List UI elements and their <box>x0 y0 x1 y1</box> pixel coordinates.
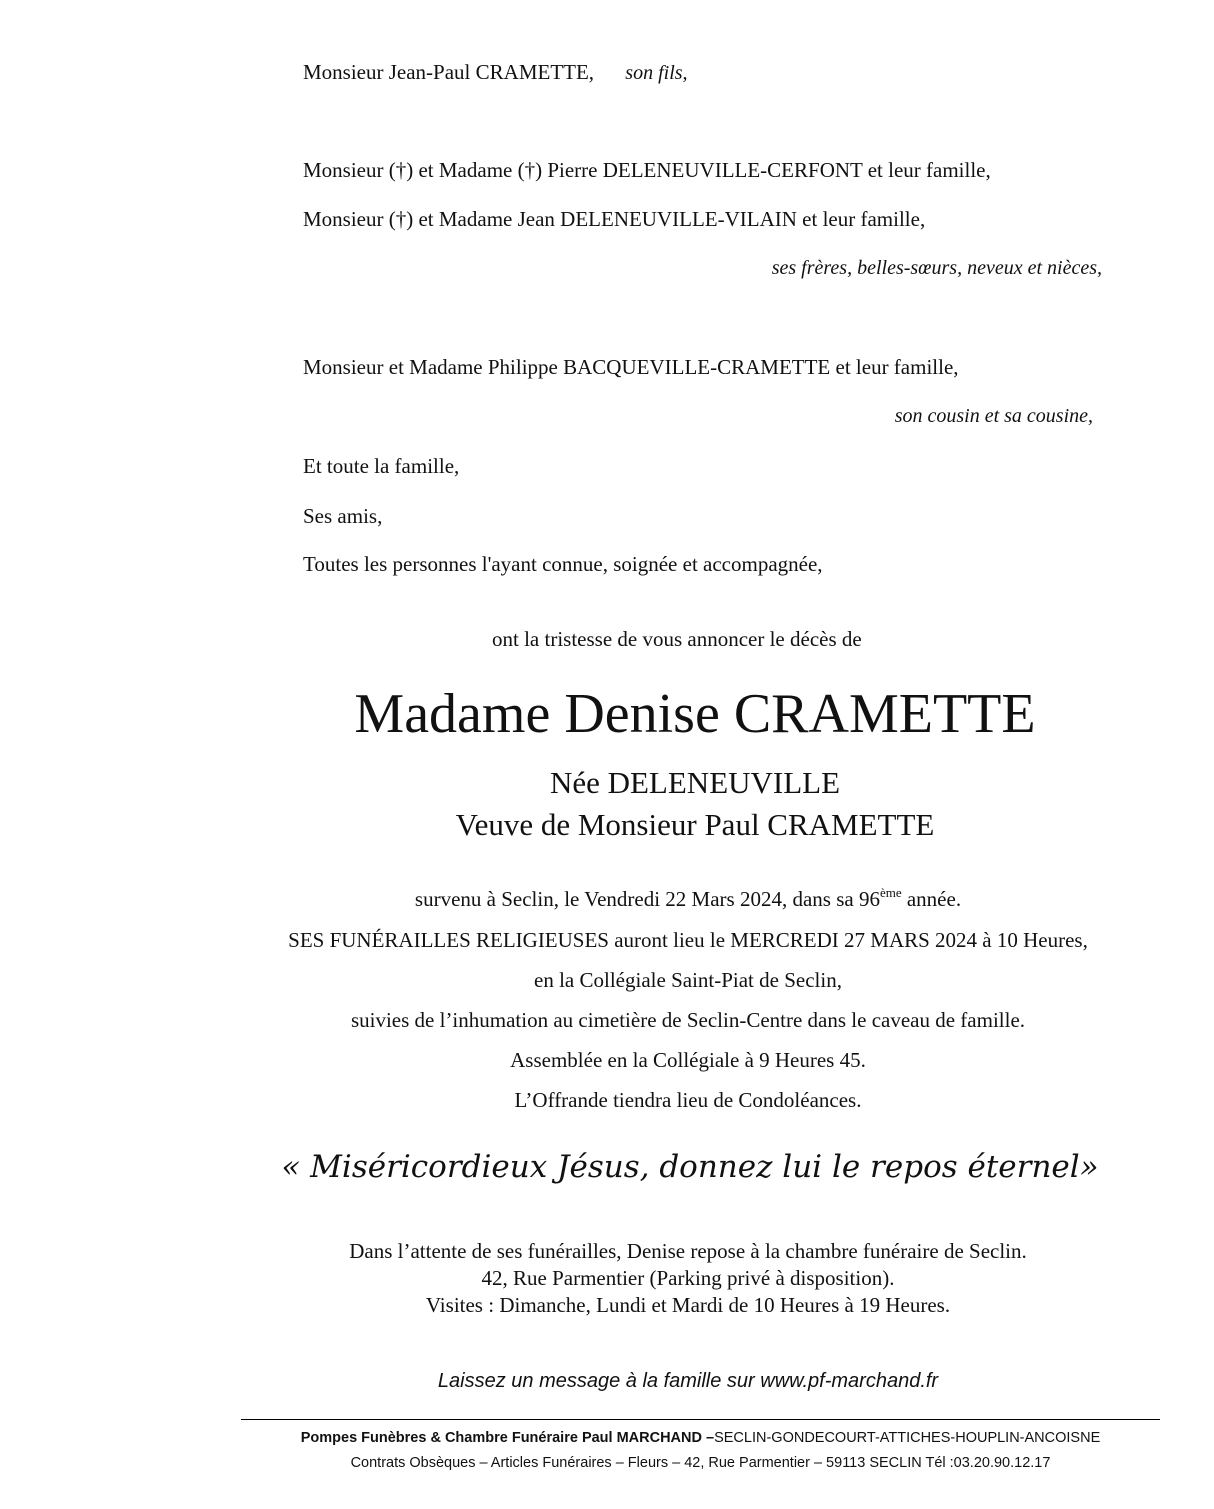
footer-company-name: Pompes Funèbres & Chambre Funéraire Paul MARCHAND – <box>300 1430 715 1446</box>
footer-divider <box>241 1419 1160 1420</box>
son-name: Monsieur Jean-Paul CRAMETTE, <box>303 60 595 84</box>
funeral-place: en la Collégiale Saint-Piat de Seclin, <box>534 968 842 992</box>
visitation-line-1: Dans l’attente de ses funérailles, Denise repose à la chambre funéraire de Seclin. <box>349 1239 1027 1263</box>
family-line-caregivers: Toutes les personnes l'ayant connue, soignée et accompagnée, <box>303 552 823 576</box>
assembly-time: Assemblée en la Collégiale à 9 Heures 45. <box>510 1048 866 1072</box>
family-line-cousins: Monsieur et Madame Philippe BACQUEVILLE-CRAMETTE et leur famille, <box>303 355 959 379</box>
footer-company-line <box>241 1430 1160 1446</box>
siblings-role: ses frères, belles-sœurs, neveux et nièces, <box>771 257 1102 279</box>
death-ordinal-suffix: ème <box>879 885 902 900</box>
visitation-line-2: 42, Rue Parmentier (Parking privé à disposition). <box>481 1266 895 1290</box>
death-text: survenu à Seclin, le Vendredi 22 Mars 2024, dans sa 96 <box>414 887 880 911</box>
footer-towns: SECLIN-GONDECOURT-ATTICHES-HOUPLIN-ANCOISNE <box>714 1430 1101 1446</box>
visitation-line-3: Visites : Dimanche, Lundi et Mardi de 10 Heures à 19 Heures. <box>425 1293 951 1317</box>
family-line-all-family: Et toute la famille, <box>303 454 460 478</box>
announcement-intro: ont la tristesse de vous annoncer le décès de <box>492 627 862 651</box>
burial-details: suivies de l’inhumation au cimetière de Seclin-Centre dans le caveau de famille. <box>350 1008 1026 1032</box>
footer-services: Contrats Obsèques – Articles Funéraires – Fleurs – 42, Rue Parmentier – 59113 SECLIN Tél :03.20.90.12.17 <box>350 1455 1051 1471</box>
death-text-end: année. <box>901 887 962 911</box>
cousins-role: son cousin et sa cousine, <box>894 405 1093 427</box>
family-line-sibling-1: Monsieur (†) et Madame (†) Pierre DELENEUVILLE-CERFONT et leur famille, <box>303 158 991 182</box>
funeral-details: SES FUNÉRAILLES RELIGIEUSES auront lieu le MERCREDI 27 MARS 2024 à 10 Heures, <box>288 928 1088 952</box>
son-role: son fils, <box>625 62 688 84</box>
family-line-friends: Ses amis, <box>303 504 383 528</box>
family-line-sibling-2: Monsieur (†) et Madame Jean DELENEUVILLE-VILAIN et leur famille, <box>303 207 926 231</box>
maiden-name: Née DELENEUVILLE <box>549 765 841 800</box>
family-line-son <box>303 60 688 85</box>
prayer-quote: « Miséricordieux Jésus, donnez lui le repos éternel» <box>281 1149 1099 1185</box>
website-message: Laissez un message à la famille sur www.pf-marchand.fr <box>437 1370 939 1392</box>
death-details <box>178 887 1198 912</box>
offering-note: L’Offrande tiendra lieu de Condoléances. <box>514 1088 862 1112</box>
deceased-name: Madame Denise CRAMETTE <box>354 683 1036 745</box>
widow-of: Veuve de Monsieur Paul CRAMETTE <box>455 807 935 842</box>
